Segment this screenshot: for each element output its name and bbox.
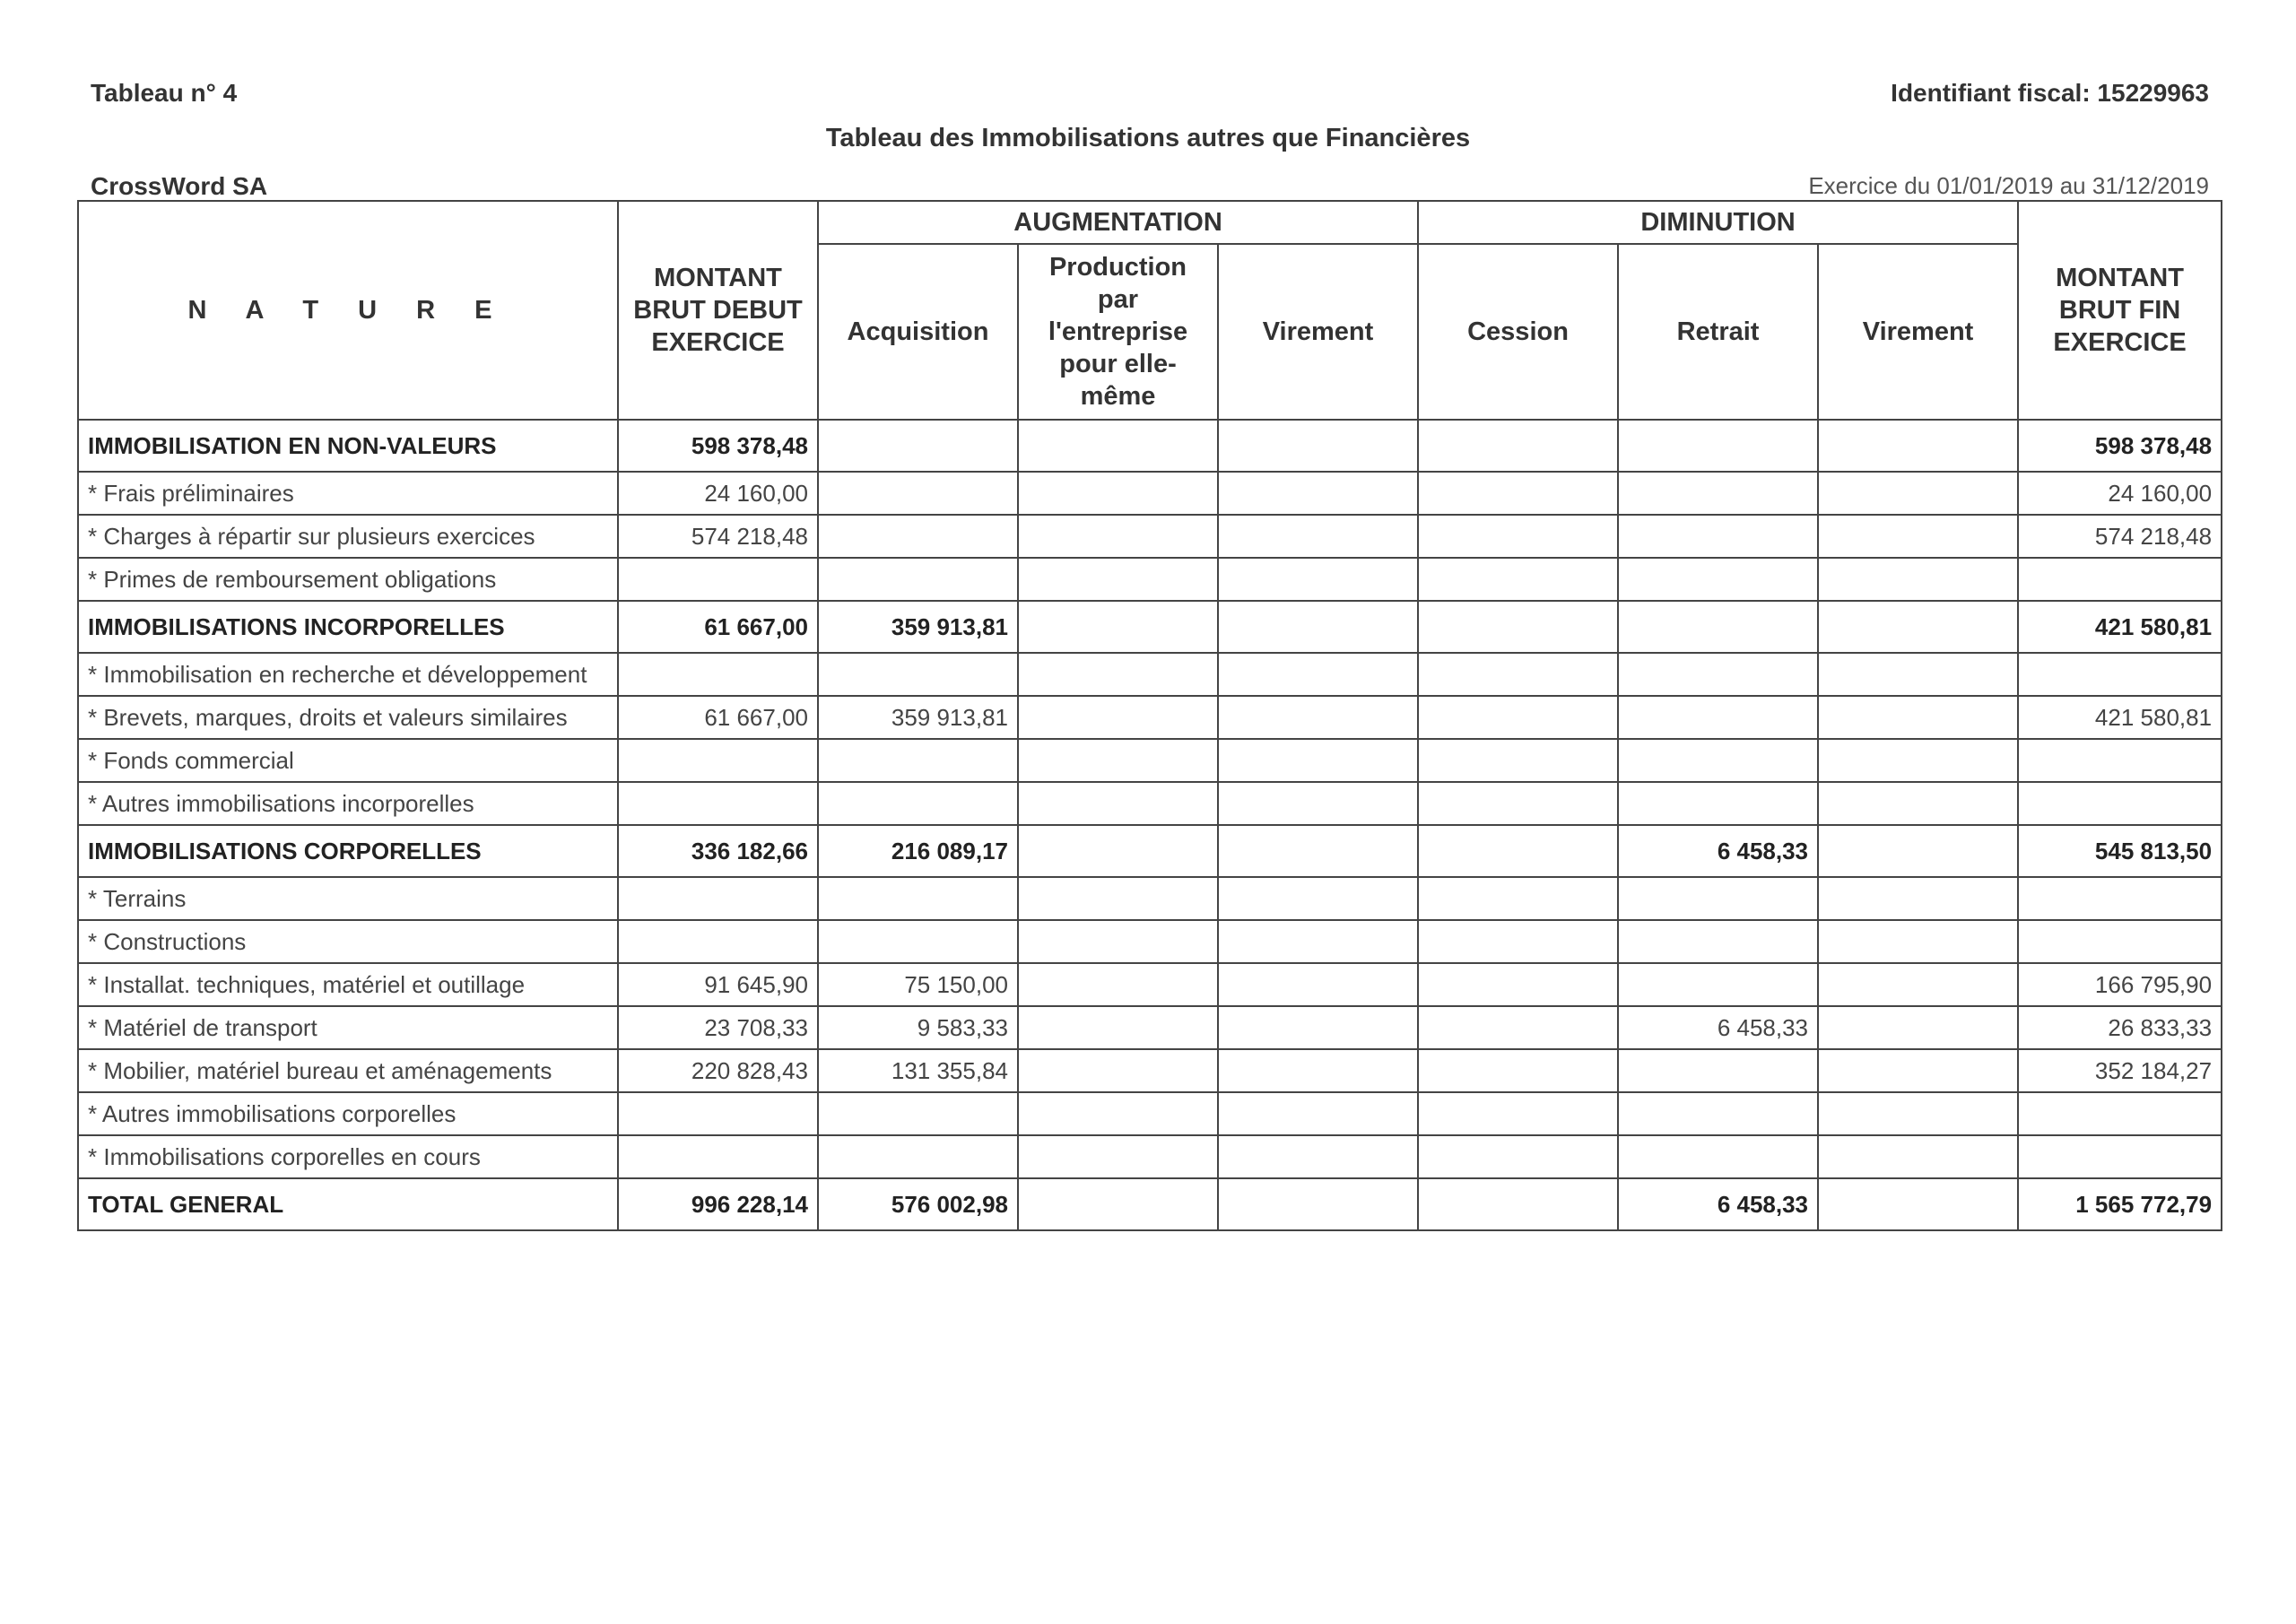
row-value <box>1218 782 1418 825</box>
table-row <box>78 739 2222 782</box>
company-name: CrossWord SA <box>91 172 268 200</box>
row-value <box>1418 920 1618 963</box>
row-value <box>618 739 818 782</box>
row-value <box>1418 963 1618 1006</box>
row-value <box>1818 739 2018 782</box>
row-value <box>1618 920 1818 963</box>
row-value <box>1218 1135 1418 1178</box>
row-value <box>1218 1092 1418 1135</box>
row-value <box>1018 1092 1218 1135</box>
row-value <box>1818 782 2018 825</box>
row-value <box>818 1135 1018 1178</box>
row-value <box>1218 515 1418 558</box>
row-value <box>1418 696 1618 739</box>
immobilisations-table <box>77 200 2222 1231</box>
row-value <box>818 877 1018 920</box>
row-value: 24 160,00 <box>618 472 818 515</box>
table-row <box>78 1049 2222 1092</box>
col-fin: MONTANT BRUT FIN EXERCICE <box>2018 201 2222 420</box>
row-value <box>1218 1006 1418 1049</box>
row-value: 166 795,90 <box>2018 963 2222 1006</box>
row-value: 352 184,27 <box>2018 1049 2222 1092</box>
row-label: TOTAL GENERAL <box>78 1178 618 1230</box>
row-value <box>1018 825 1218 877</box>
row-label: * Charges à répartir sur plusieurs exercices <box>78 515 618 558</box>
row-value <box>1618 420 1818 472</box>
row-value <box>1218 601 1418 653</box>
col-cession: Cession <box>1418 244 1618 420</box>
row-value <box>1018 601 1218 653</box>
row-value <box>1418 601 1618 653</box>
row-value <box>1818 920 2018 963</box>
row-value <box>2018 1092 2222 1135</box>
row-value <box>1618 963 1818 1006</box>
row-value <box>1418 825 1618 877</box>
row-value <box>818 420 1018 472</box>
row-value: 996 228,14 <box>618 1178 818 1230</box>
row-label: * Immobilisations corporelles en cours <box>78 1135 618 1178</box>
row-value <box>618 920 818 963</box>
row-label: * Primes de remboursement obligations <box>78 558 618 601</box>
row-value <box>1218 739 1418 782</box>
row-value <box>1818 472 2018 515</box>
row-value <box>1018 739 1218 782</box>
row-value: 26 833,33 <box>2018 1006 2222 1049</box>
row-value <box>1818 601 2018 653</box>
row-value <box>1218 963 1418 1006</box>
row-value <box>1618 601 1818 653</box>
document-title: Tableau des Immobilisations autres que Financières <box>825 124 1471 152</box>
row-value <box>1018 963 1218 1006</box>
row-value <box>1818 963 2018 1006</box>
row-value <box>818 739 1018 782</box>
row-value <box>618 653 818 696</box>
row-value <box>2018 782 2222 825</box>
row-value <box>1418 1135 1618 1178</box>
row-value <box>1018 1006 1218 1049</box>
fiscal-id: Identifiant fiscal: 15229963 <box>1891 79 2209 107</box>
row-value <box>1818 420 2018 472</box>
section-row <box>78 601 2222 653</box>
col-augmentation: AUGMENTATION <box>818 201 1418 244</box>
row-value <box>1218 1178 1418 1230</box>
table-row <box>78 696 2222 739</box>
row-value <box>1618 877 1818 920</box>
row-value <box>1418 1092 1618 1135</box>
row-value <box>1818 1135 2018 1178</box>
row-value <box>1618 1049 1818 1092</box>
table-row <box>78 963 2222 1006</box>
table-row <box>78 1006 2222 1049</box>
row-value <box>2018 1135 2222 1178</box>
table-row <box>78 782 2222 825</box>
row-value: 75 150,00 <box>818 963 1018 1006</box>
row-value: 6 458,33 <box>1618 1006 1818 1049</box>
section-row <box>78 1178 2222 1230</box>
row-value <box>1418 1006 1618 1049</box>
row-value <box>1218 877 1418 920</box>
col-production: Production par l'entreprise pour elle-même <box>1018 244 1218 420</box>
row-label: * Fonds commercial <box>78 739 618 782</box>
row-value: 336 182,66 <box>618 825 818 877</box>
row-value <box>2018 653 2222 696</box>
row-value <box>1218 472 1418 515</box>
row-value <box>1818 515 2018 558</box>
row-value <box>618 877 818 920</box>
table-number: Tableau n° 4 <box>91 79 238 107</box>
row-value <box>1418 653 1618 696</box>
row-value: 421 580,81 <box>2018 696 2222 739</box>
row-value: 23 708,33 <box>618 1006 818 1049</box>
row-value <box>1618 696 1818 739</box>
row-value <box>818 782 1018 825</box>
row-value <box>1618 558 1818 601</box>
row-label: * Brevets, marques, droits et valeurs similaires <box>78 696 618 739</box>
row-value <box>1018 420 1218 472</box>
row-value: 24 160,00 <box>2018 472 2222 515</box>
section-row <box>78 420 2222 472</box>
row-value <box>1418 515 1618 558</box>
row-value <box>1018 877 1218 920</box>
row-value <box>1418 420 1618 472</box>
row-value <box>1218 420 1418 472</box>
row-value <box>1418 1049 1618 1092</box>
col-acquisition: Acquisition <box>818 244 1018 420</box>
row-value <box>1818 825 2018 877</box>
row-value <box>1018 1135 1218 1178</box>
row-value: 576 002,98 <box>818 1178 1018 1230</box>
row-value: 61 667,00 <box>618 696 818 739</box>
table-body <box>78 420 2222 1230</box>
row-value <box>1018 920 1218 963</box>
row-value: 6 458,33 <box>1618 1178 1818 1230</box>
row-value <box>818 515 1018 558</box>
row-value <box>618 1092 818 1135</box>
row-value: 598 378,48 <box>2018 420 2222 472</box>
row-value <box>1218 558 1418 601</box>
col-debut: MONTANT BRUT DEBUT EXERCICE <box>618 201 818 420</box>
row-value <box>618 1135 818 1178</box>
row-value <box>1418 1178 1618 1230</box>
col-diminution: DIMINUTION <box>1418 201 2018 244</box>
row-value: 574 218,48 <box>618 515 818 558</box>
row-value <box>1018 1178 1218 1230</box>
row-label: * Matériel de transport <box>78 1006 618 1049</box>
row-value <box>618 782 818 825</box>
row-value <box>818 653 1018 696</box>
row-label: * Autres immobilisations corporelles <box>78 1092 618 1135</box>
row-value <box>618 558 818 601</box>
row-value <box>1818 653 2018 696</box>
row-value <box>1018 696 1218 739</box>
row-value <box>818 1092 1018 1135</box>
row-value <box>1018 653 1218 696</box>
fiscal-period: Exercice du 01/01/2019 au 31/12/2019 <box>1808 172 2209 199</box>
row-value: 91 645,90 <box>618 963 818 1006</box>
row-value: 359 913,81 <box>818 601 1018 653</box>
row-value <box>2018 877 2222 920</box>
row-label: * Mobilier, matériel bureau et aménagements <box>78 1049 618 1092</box>
row-value <box>1818 1049 2018 1092</box>
row-value <box>818 558 1018 601</box>
row-value <box>1218 920 1418 963</box>
row-value: 220 828,43 <box>618 1049 818 1092</box>
row-value: 6 458,33 <box>1618 825 1818 877</box>
row-value: 216 089,17 <box>818 825 1018 877</box>
table-row <box>78 877 2222 920</box>
row-value <box>1218 1049 1418 1092</box>
row-value <box>1618 782 1818 825</box>
row-value <box>1818 877 2018 920</box>
row-value <box>818 920 1018 963</box>
row-value: 1 565 772,79 <box>2018 1178 2222 1230</box>
table-row <box>78 1135 2222 1178</box>
row-value <box>1818 696 2018 739</box>
row-value <box>818 472 1018 515</box>
row-value <box>1018 472 1218 515</box>
row-value <box>1618 653 1818 696</box>
table-row <box>78 653 2222 696</box>
row-value <box>2018 739 2222 782</box>
row-label: IMMOBILISATIONS CORPORELLES <box>78 825 618 877</box>
row-label: * Frais préliminaires <box>78 472 618 515</box>
row-value: 421 580,81 <box>2018 601 2222 653</box>
row-value <box>1618 1092 1818 1135</box>
col-virement-dim: Virement <box>1818 244 2018 420</box>
table-row <box>78 1092 2222 1135</box>
row-value <box>1818 1006 2018 1049</box>
table-row <box>78 920 2222 963</box>
row-value: 61 667,00 <box>618 601 818 653</box>
row-value <box>1818 558 2018 601</box>
row-value <box>1218 696 1418 739</box>
row-label: * Terrains <box>78 877 618 920</box>
col-virement-aug: Virement <box>1218 244 1418 420</box>
row-value <box>1418 739 1618 782</box>
col-retrait: Retrait <box>1618 244 1818 420</box>
row-value: 359 913,81 <box>818 696 1018 739</box>
row-value <box>1818 1178 2018 1230</box>
row-label: IMMOBILISATION EN NON-VALEURS <box>78 420 618 472</box>
row-value <box>1018 558 1218 601</box>
row-value <box>1618 739 1818 782</box>
row-value <box>1218 825 1418 877</box>
row-label: * Immobilisation en recherche et développement <box>78 653 618 696</box>
row-label: IMMOBILISATIONS INCORPORELLES <box>78 601 618 653</box>
row-value <box>1418 472 1618 515</box>
row-value <box>1618 515 1818 558</box>
col-nature: N A T U R E <box>78 201 618 420</box>
row-value: 9 583,33 <box>818 1006 1018 1049</box>
row-value: 545 813,50 <box>2018 825 2222 877</box>
row-value <box>1418 877 1618 920</box>
row-value <box>2018 920 2222 963</box>
row-value <box>1018 782 1218 825</box>
row-label: * Autres immobilisations incorporelles <box>78 782 618 825</box>
row-value: 598 378,48 <box>618 420 818 472</box>
row-value: 574 218,48 <box>2018 515 2222 558</box>
row-label: * Constructions <box>78 920 618 963</box>
row-value: 131 355,84 <box>818 1049 1018 1092</box>
table-row <box>78 558 2222 601</box>
row-value <box>1618 472 1818 515</box>
row-value <box>1018 1049 1218 1092</box>
row-label: * Installat. techniques, matériel et outillage <box>78 963 618 1006</box>
row-value <box>1018 515 1218 558</box>
section-row <box>78 825 2222 877</box>
table-row <box>78 515 2222 558</box>
row-value <box>1418 558 1618 601</box>
row-value <box>1818 1092 2018 1135</box>
row-value <box>1618 1135 1818 1178</box>
table-row <box>78 472 2222 515</box>
row-value <box>1218 653 1418 696</box>
row-value <box>2018 558 2222 601</box>
row-value <box>1418 782 1618 825</box>
